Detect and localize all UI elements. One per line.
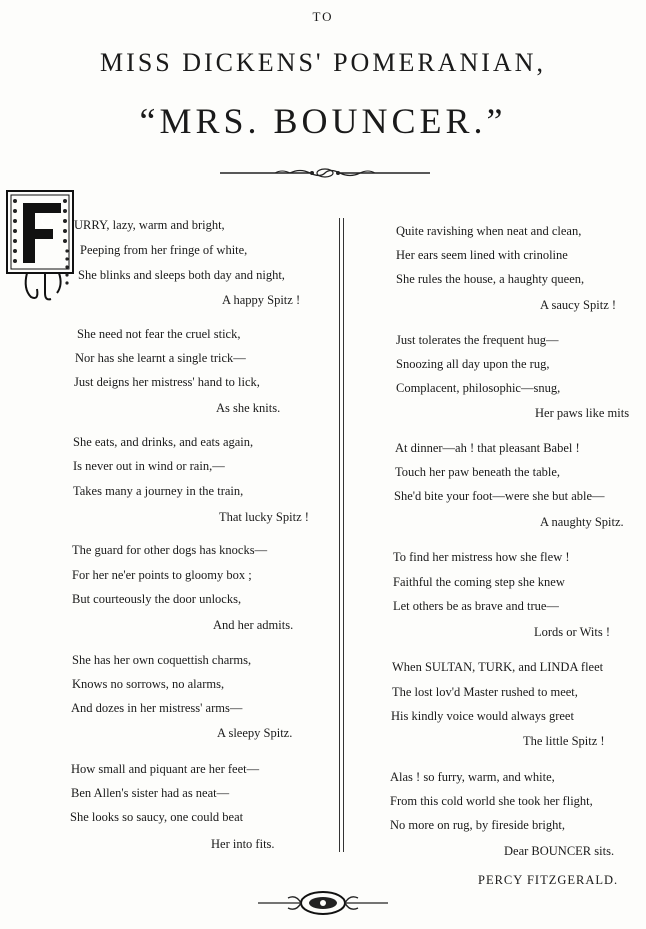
poem-line: When SULTAN, TURK, and LINDA fleet [392, 660, 604, 674]
poem-line: Alas ! so furry, warm, and white, [390, 770, 555, 784]
poem-line: At dinner—ah ! that pleasant Babel ! [395, 441, 580, 455]
poem-line: She need not fear the cruel stick, [77, 327, 241, 341]
poem-line: Just tolerates the frequent hug— [396, 333, 559, 347]
poem-line: A sleepy Spitz. [217, 726, 293, 740]
poem-line: Lords or Wits ! [534, 625, 610, 639]
poem-line: As she knits. [216, 401, 281, 415]
tailpiece-ornament [258, 888, 388, 918]
poem-line: Takes many a journey in the train, [73, 484, 244, 498]
poem-line: A happy Spitz ! [222, 293, 301, 307]
poem-line: She eats, and drinks, and eats again, [73, 435, 254, 449]
poem-line: How small and piquant are her feet— [71, 762, 260, 776]
poem-line: A naughty Spitz. [540, 515, 624, 529]
poem-line: To find her mistress how she flew ! [393, 550, 570, 564]
decorated-initial-f [5, 189, 75, 305]
poem-line: She has her own coquettish charms, [72, 653, 252, 667]
poem-line: The lost lov'd Master rushed to meet, [392, 685, 578, 699]
column-divider [339, 218, 344, 852]
poem-line: Dear BOUNCER sits. [504, 844, 615, 858]
poem-line: A saucy Spitz ! [540, 298, 617, 312]
poem-line: For her ne'er points to gloomy box ; [72, 568, 252, 582]
poem-line: Knows no sorrows, no alarms, [72, 677, 225, 691]
poem-line: And her admits. [213, 618, 294, 632]
poem-line: But courteously the door unlocks, [72, 592, 242, 606]
title-line-1: MISS DICKENS' POMERANIAN, [100, 48, 546, 77]
poem-line: Nor has she learnt a single trick— [75, 351, 246, 365]
poem-line: Faithful the coming step she knew [393, 575, 565, 589]
dedication-to: TO [312, 9, 334, 24]
poem-line: Her ears seem lined with crinoline [396, 248, 568, 262]
poem-line: Peeping from her fringe of white, [80, 243, 248, 257]
poem-line: Snoozing all day upon the rug, [396, 357, 550, 371]
poem-line: Her paws like mits [535, 406, 630, 420]
author-signature: PERCY FITZGERALD. [478, 873, 619, 887]
poem-line: Complacent, philosophic—snug, [396, 381, 561, 395]
poem-line: She blinks and sleeps both day and night, [78, 268, 285, 282]
poem-line: Just deigns her mistress' hand to lick, [74, 375, 260, 389]
poem-line: Let others be as brave and true— [393, 599, 559, 613]
poem-line: His kindly voice would always greet [391, 709, 574, 723]
poem-line: That lucky Spitz ! [219, 510, 309, 524]
poem-line: No more on rug, by fireside bright, [390, 818, 565, 832]
poem-line: She'd bite your foot—were she but able— [394, 489, 605, 503]
poem-line: Is never out in wind or rain,— [73, 459, 225, 473]
poem-line: Touch her paw beneath the table, [395, 465, 561, 479]
poem-line: Her into fits. [211, 837, 275, 851]
poem-line: URRY, lazy, warm and bright, [74, 218, 225, 232]
poem-line: She rules the house, a haughty queen, [396, 272, 585, 286]
flourish-ornament [220, 164, 430, 182]
poem-line: She looks so saucy, one could beat [70, 810, 244, 824]
poem-line: The guard for other dogs has knocks— [72, 543, 268, 557]
poem-line: Ben Allen's sister had as neat— [71, 786, 230, 800]
poem-line: Quite ravishing when neat and clean, [396, 224, 582, 238]
poem-line: The little Spitz ! [523, 734, 605, 748]
title-line-2: “MRS. BOUNCER.” [139, 101, 507, 141]
poem-line: And dozes in her mistress' arms— [71, 701, 243, 715]
poem-line: From this cold world she took her flight, [390, 794, 593, 808]
